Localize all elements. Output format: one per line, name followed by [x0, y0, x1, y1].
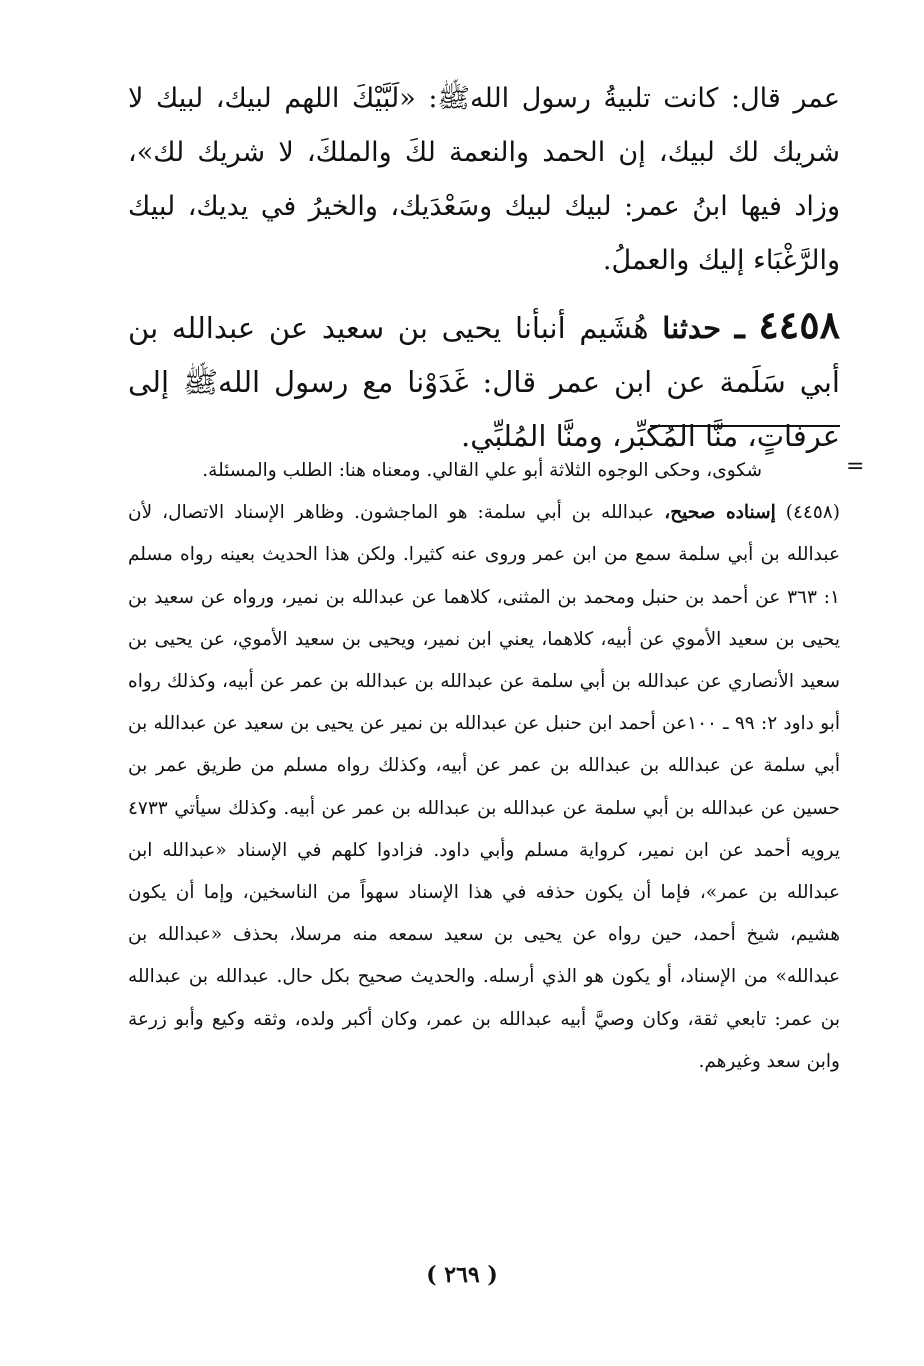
- footnotes: [128, 450, 840, 1083]
- main-text: [128, 72, 840, 463]
- hadith-text: هُشَيم أنبأنا يحيى بن سعيد عن عبدالله بن أبي سَلَمة عن ابن عمر قال: غَدَوْنا مع رسول اللهﷺ إلى عرفاتٍ، منَّا المُكبِّر، ومنَّا المُلبِّي.: [128, 311, 840, 453]
- footnote-4458: [128, 492, 840, 1083]
- continuation-mark: =: [846, 454, 865, 479]
- footnote-number: (٤٤٥٨): [785, 502, 840, 524]
- hadith-narrated-by: حدثنا: [662, 311, 722, 345]
- page-number: ( ٢٦٩ ): [426, 1262, 498, 1288]
- footnote-grade: إسناده صحيح،: [664, 502, 776, 524]
- footnote-text: عبدالله بن أبي سلمة: هو الماجشون. وظاهر الإسناد الاتصال، لأن عبدالله بن أبي سلمة سمع من ابن عمر وروى عنه كثيرا. ولكن هذا الحديث بعينه رواه مسلم ١: ٣٦٣ عن أحمد بن حنبل ومحمد بن المثنى، كلاهما عن عبدالله بن نمير، ورواه عن سعيد بن يحيى بن سعيد الأموي عن أبيه، كلاهما، يعني ابن نمير، ويحيى بن سعيد الأموي، عن يحيى بن سعيد الأنصاري عن عبدالله بن أبي سلمة عن عبدالله بن عبدالله بن عمر عن أبيه، وكذلك رواه أبو داود ٢: ٩٩ ـ ١٠٠عن أحمد ابن حنبل عن عبدالله بن نمير عن يحيى بن سعيد عن عبدالله بن أبي سلمة عن عبدالله بن عبدالله بن عمر عن أبيه، وكذلك رواه مسلم من طريق عمر بن حسين عن عبدالله بن أبي سلمة عن عبدالله بن عبدالله بن عمر عن أبيه. وكذلك سيأتي ٤٧٣٣ يرويه أحمد عن ابن نمير، كرواية مسلم وأبي داود. فزادوا كلهم في الإسناد «عبدالله ابن عبدالله بن عمر»، فإما أن يكون حذفه في هذا الإسناد سهواً من الناسخين، وإما أن يكون هشيم، شيخ أحمد، حين رواه عن يحيى بن سعيد سمعه منه مرسلا، بحذف «عبدالله بن عبدالله» من الإسناد، أو يكون هو الذي أرسله. والحديث صحيح بكل حال. عبدالله بن عبدالله بن عمر: تابعي ثقة، وكان وصيَّ أبيه عبدالله بن عمر، وكان أكبر ولده، وثقه وكيع وأبو زرعة وابن سعد وغيرهم.: [128, 502, 840, 1072]
- hadith-dash: ـ: [734, 307, 745, 347]
- footnote-continuation: شكوى، وحكى الوجوه الثلاثة أبو علي القالي. ومعناه هنا: الطلب والمسئلة.: [202, 460, 762, 481]
- footnote-separator: [650, 425, 840, 427]
- hadith-number: ٤٤٥٨: [758, 302, 841, 347]
- main-paragraph: عمر قال: كانت تلبيةُ رسول اللهﷺ: «لَبَّيْكَ اللهم لبيك، لبيك لا شريك لك لبيك، إن الحمد والنعمة لكَ والملكَ، لا شريك لك»، وزاد فيها ابنُ عمر: لبيك لبيك وسَعْدَيك، والخيرُ في يديك، لبيك والرَّغْبَاء إليك والعملُ.: [128, 83, 840, 276]
- hadith-entry: [128, 298, 840, 463]
